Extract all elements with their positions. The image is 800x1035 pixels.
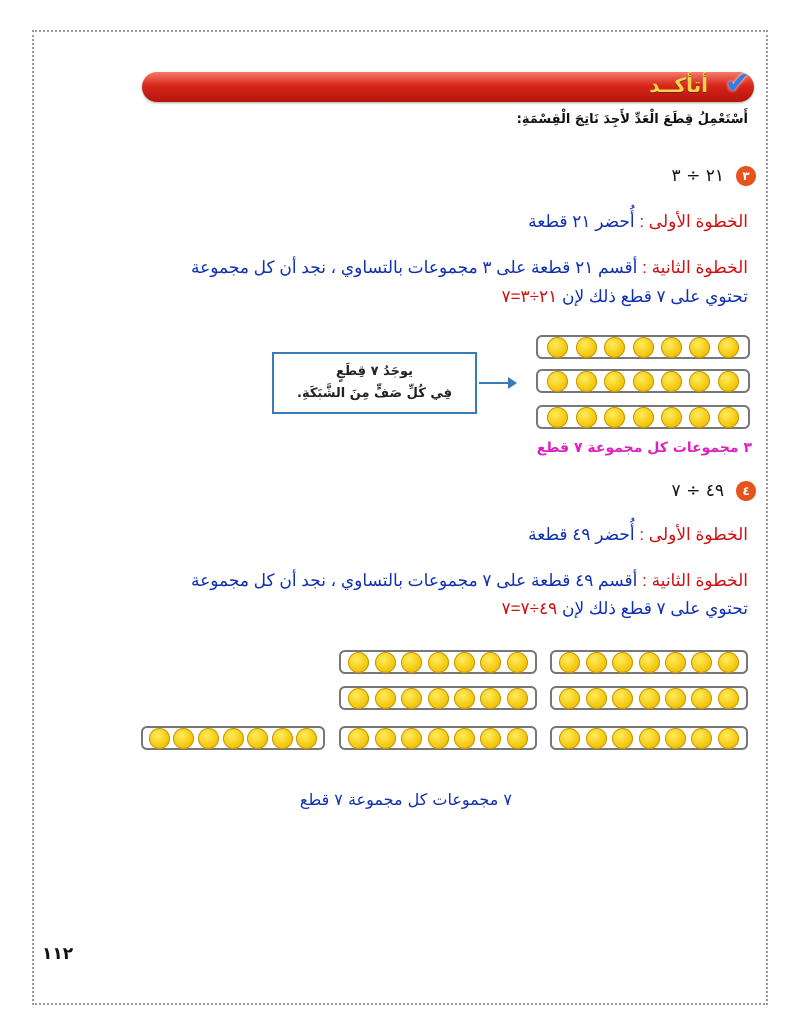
instruction-text: أَسْتَعْمِلُ قِطَعَ الْعَدِّ لأَجِدَ نَاتِجَ الْقِسْمَةِ:	[516, 112, 748, 127]
step-one-label: الخطوة الأولى :	[639, 525, 748, 544]
counter	[247, 728, 268, 749]
counter	[718, 407, 739, 428]
counter-group	[536, 369, 750, 393]
counter-group	[339, 686, 537, 710]
counter	[639, 728, 660, 749]
counter-group	[550, 650, 748, 674]
page-border	[32, 30, 768, 1005]
counter	[507, 728, 528, 749]
counter	[348, 652, 369, 673]
counter	[547, 371, 568, 392]
counter	[639, 688, 660, 709]
counter	[559, 652, 580, 673]
step-one-text: أُحضر ٢١ قطعة	[528, 212, 635, 231]
step-one-text: أُحضر ٤٩ قطعة	[528, 525, 635, 544]
callout-line: يوجَدُ ٧ قِطَعٍ	[336, 364, 413, 379]
counter-group	[141, 726, 325, 750]
counter	[689, 407, 710, 428]
counter	[198, 728, 219, 749]
counter	[223, 728, 244, 749]
division-expression: ٤٩ ÷ ٧	[671, 481, 724, 501]
counter	[375, 688, 396, 709]
counter	[718, 337, 739, 358]
counter	[633, 407, 654, 428]
counter-group	[536, 335, 750, 359]
step-one-line	[528, 525, 748, 545]
step-two-cont-text: تحتوي على ٧ قطع ذلك لإن	[562, 599, 748, 618]
counter	[604, 337, 625, 358]
counter-group	[550, 726, 748, 750]
counter	[633, 371, 654, 392]
counter-group	[339, 650, 537, 674]
counter	[665, 688, 686, 709]
counter	[480, 652, 501, 673]
counter	[428, 652, 449, 673]
counter	[559, 728, 580, 749]
counter	[604, 407, 625, 428]
counter	[586, 728, 607, 749]
counter	[661, 337, 682, 358]
counter	[480, 728, 501, 749]
counter	[507, 688, 528, 709]
counter	[718, 652, 739, 673]
callout-line: فِي كُلِّ صَفٍّ مِنَ الشَّبَكَةِ.	[297, 386, 452, 401]
callout-box	[272, 352, 477, 414]
counter	[507, 652, 528, 673]
counter	[296, 728, 317, 749]
counter	[576, 371, 597, 392]
counter	[173, 728, 194, 749]
step-two-equation: ٢١÷٣=٧	[501, 287, 558, 306]
counter	[586, 688, 607, 709]
step-two-text: أقسم ٢١ قطعة على ٣ مجموعات بالتساوي ، نجد أن كل مجموعة	[191, 258, 638, 277]
counter	[718, 688, 739, 709]
division-expression: ٢١ ÷ ٣	[671, 166, 724, 186]
counter	[547, 407, 568, 428]
counter	[576, 337, 597, 358]
section-banner	[142, 66, 754, 102]
counter	[547, 337, 568, 358]
step-one-line	[528, 212, 748, 232]
counter-group	[536, 405, 750, 429]
counter-group	[550, 686, 748, 710]
counter	[661, 371, 682, 392]
counter	[272, 728, 293, 749]
counter	[428, 688, 449, 709]
step-two-continuation	[501, 287, 748, 307]
question-number-badge: ٣	[736, 166, 756, 186]
counter	[401, 688, 422, 709]
counter	[612, 688, 633, 709]
counter	[661, 407, 682, 428]
step-two-text: أقسم ٤٩ قطعة على ٧ مجموعات بالتساوي ، نجد أن كل مجموعة	[191, 571, 638, 590]
counter	[401, 728, 422, 749]
counter	[149, 728, 170, 749]
checkmark-icon: ✔	[724, 66, 750, 101]
counter	[401, 652, 422, 673]
step-two-label: الخطوة الثانية :	[642, 258, 748, 277]
counter	[559, 688, 580, 709]
counter	[691, 728, 712, 749]
step-two-continuation	[501, 599, 748, 619]
counter	[454, 688, 475, 709]
counter	[639, 652, 660, 673]
step-one-label: الخطوة الأولى :	[639, 212, 748, 231]
question-number-badge: ٤	[736, 481, 756, 501]
counter	[348, 728, 369, 749]
arrow-right-icon	[479, 382, 515, 384]
counter	[665, 728, 686, 749]
counter	[604, 371, 625, 392]
counter	[665, 652, 686, 673]
counter	[633, 337, 654, 358]
counter	[576, 407, 597, 428]
counter	[691, 688, 712, 709]
groups-caption: ٧ مجموعات كل مجموعة ٧ قطع	[299, 790, 512, 809]
counter	[612, 728, 633, 749]
counter	[480, 688, 501, 709]
groups-caption: ٣ مجموعات كل مجموعة ٧ قطع	[536, 440, 752, 456]
counter	[348, 688, 369, 709]
banner-title: أتأكــد	[649, 73, 708, 97]
step-two-line	[191, 571, 748, 591]
step-two-label: الخطوة الثانية :	[642, 571, 748, 590]
counter	[428, 728, 449, 749]
page-number: ١١٢	[42, 944, 74, 964]
counter	[689, 337, 710, 358]
counter	[691, 652, 712, 673]
counter-group	[339, 726, 537, 750]
counter	[612, 652, 633, 673]
step-two-equation: ٤٩÷٧=٧	[501, 599, 558, 618]
counter	[454, 652, 475, 673]
counter	[375, 728, 396, 749]
step-two-line	[191, 258, 748, 278]
counter	[586, 652, 607, 673]
step-two-cont-text: تحتوي على ٧ قطع ذلك لإن	[562, 287, 748, 306]
counter	[718, 371, 739, 392]
counter	[454, 728, 475, 749]
counter	[375, 652, 396, 673]
counter	[689, 371, 710, 392]
counter	[718, 728, 739, 749]
